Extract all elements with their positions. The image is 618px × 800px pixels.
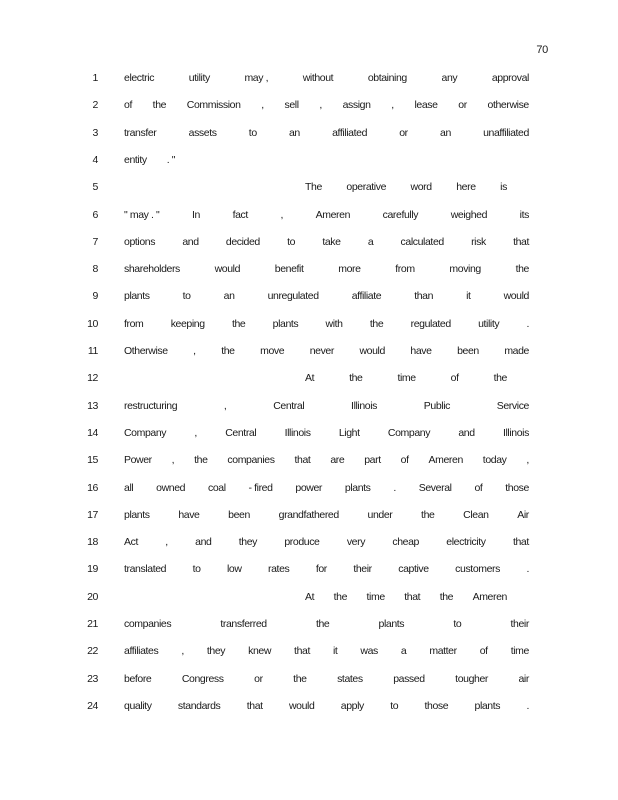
line-text [124,318,529,330]
word: Central [225,426,257,439]
word: all [124,481,134,494]
word: to [453,618,462,630]
word: . [526,317,529,330]
word: been [228,508,250,521]
word: entity [124,153,147,166]
line-number: 3 [92,126,98,139]
line-number: 19 [87,563,98,576]
word: more [338,263,361,276]
word: utility [188,72,210,84]
word: a [400,645,407,658]
word: or [458,99,467,112]
word: restructuring [124,399,178,412]
word: regulated [410,317,451,330]
line-number: 17 [87,508,98,521]
word: power [295,481,323,494]
word: was [360,645,378,658]
word: transfer [124,126,157,139]
transcript-line [0,99,618,115]
word: cheap [392,536,419,549]
line-text [124,209,529,221]
word: lease [414,99,438,112]
line-number: 1 [92,72,98,84]
word: of [400,454,409,467]
word: and [195,536,212,549]
word: Commission [186,99,241,112]
word: they [206,645,226,658]
word: those [505,481,529,494]
word: The [305,181,322,194]
word: Service [496,399,529,412]
word: matter [429,645,457,658]
transcript-line [0,154,618,170]
word: plants [124,290,150,303]
transcript-line [0,318,618,334]
word: the [493,372,507,385]
word: coal [207,481,226,494]
word: , [171,454,175,467]
line-number: 10 [87,317,98,330]
word: transferred [220,618,267,630]
word: Illinois [351,399,378,412]
line-number: 12 [87,372,98,385]
transcript-line [0,127,618,143]
word: part [364,454,381,467]
word: Illinois [284,426,311,439]
word: unregulated [267,290,319,303]
word: assign [342,99,371,112]
line-number: 2 [92,99,98,112]
word: plants [474,699,501,712]
word: , [391,99,394,112]
transcript-line [0,591,618,607]
line-text [124,154,529,166]
transcript-line [0,673,618,689]
word: of [124,99,132,112]
word: calculated [400,235,444,248]
transcript-line [0,509,618,525]
word: with [325,317,343,330]
word: unaffiliated [483,126,529,139]
line-text [124,563,529,575]
word: never [309,345,334,357]
page-number: 70 [536,44,548,56]
word: time [397,372,416,385]
word: Power [124,454,152,467]
word: the [421,508,435,521]
word: Air [517,508,529,521]
transcript-line [0,645,618,661]
word: customers [455,563,500,576]
word: of [479,645,488,658]
line-number: 13 [87,399,98,412]
word: rates [268,563,290,576]
line-text [124,509,529,521]
word: would [359,345,385,357]
word: of [450,372,459,385]
line-number: 6 [92,208,98,221]
word: passed [393,672,425,685]
line-text [124,482,529,494]
line-text [305,591,507,603]
word: the [333,590,348,603]
word: an [288,126,300,139]
word: obtaining [367,72,407,84]
word: before [124,672,152,685]
word: the [221,345,235,357]
word: shareholders [124,263,180,276]
word: its [519,208,529,221]
word: , [261,99,264,112]
word: translated [124,563,167,576]
line-text [305,181,507,193]
word: Company [387,426,431,439]
word: without [302,72,334,84]
word: affiliated [332,126,368,139]
word: approval [491,72,529,84]
line-text [124,99,529,111]
word: their [510,618,529,630]
word: their [353,563,372,576]
word: air [518,672,529,685]
line-text [124,454,529,466]
word: the [515,263,529,276]
line-text [124,645,529,657]
word: very [346,536,366,549]
line-number: 23 [87,672,98,685]
transcript-line [0,72,618,88]
word: plants [272,317,299,330]
word: are [330,454,345,467]
word: plants [378,618,405,630]
word: Company [124,426,167,439]
word: risk [471,235,486,248]
line-text [124,427,529,439]
transcript-line [0,482,618,498]
word: Several [418,481,452,494]
word: captive [398,563,429,576]
word: fact [232,208,248,221]
word: assets [188,126,217,139]
word: At [305,590,315,603]
word: , [194,426,197,439]
word: standards [177,699,221,712]
word: , [223,399,227,412]
transcript-line [0,372,618,388]
word: companies [227,454,275,467]
word: word [410,181,432,194]
word: . [526,699,529,712]
line-text [124,673,529,685]
transcript-line [0,263,618,279]
word: and [182,235,199,248]
word: would [288,699,315,712]
line-number: 5 [92,181,98,194]
word: the [194,454,208,467]
word: quality [124,699,152,712]
word: those [424,699,449,712]
word: Clean [463,508,489,521]
line-text [124,72,529,84]
line-text [124,400,529,412]
word: the [231,317,246,330]
word: the [349,372,363,385]
word: or [399,126,408,139]
word: decided [225,235,260,248]
word: to [287,235,296,248]
word: At [305,372,315,385]
word: they [238,536,258,549]
word: Congress [181,672,224,685]
line-number: 9 [92,290,98,303]
transcript-line [0,618,618,634]
word: plants [124,508,150,521]
line-number: 8 [92,263,98,276]
word: and [458,426,475,439]
word: that [294,454,311,467]
word: affiliate [351,290,382,303]
word: operative [346,181,387,194]
word: of [474,481,483,494]
word: an [223,290,235,303]
word: Ameren [315,208,351,221]
word: affiliates [124,645,159,658]
line-text [124,700,529,712]
word: utility [478,317,500,330]
transcript-line [0,536,618,552]
word: an [440,126,451,139]
word: would [503,290,529,303]
word: otherwise [487,99,529,112]
word: move [260,345,285,357]
line-text [124,290,529,302]
word: from [124,317,144,330]
word: plants [344,481,371,494]
word: owned [156,481,186,494]
line-text [124,236,529,248]
line-text [124,127,529,139]
line-number: 4 [92,153,98,166]
word: that [512,536,529,549]
transcript-line [0,209,618,225]
word: companies [124,618,172,630]
word: grandfathered [278,508,339,521]
line-number: 21 [87,618,98,630]
line-text [124,345,529,357]
word: time [366,590,385,603]
line-number: 20 [87,590,98,603]
word: Light [338,426,360,439]
word: moving [449,263,481,276]
word: electricity [446,536,486,549]
transcript-line [0,700,618,716]
transcript-line [0,290,618,306]
word: that [404,590,421,603]
line-number: 24 [87,699,98,712]
word: apply [340,699,364,712]
transcript-line [0,181,618,197]
transcript-line [0,400,618,416]
line-number: 7 [92,235,98,248]
word: benefit [274,263,304,276]
word: the [152,99,167,112]
word: to [248,126,257,139]
word: electric [124,72,155,84]
line-text [124,536,529,548]
word: the [315,618,330,630]
word: Central [273,399,305,412]
word: knew [248,645,272,658]
word: . " [166,153,176,166]
word: , [181,645,184,658]
word: is [500,181,507,194]
word: for [315,563,327,576]
word: weighed [450,208,488,221]
word: , [193,345,196,357]
word: the [293,672,307,685]
word: would [214,263,241,276]
word: Public [423,399,450,412]
transcript-line [0,454,618,470]
word: have [410,345,432,357]
transcript-line [0,345,618,361]
word: may , [244,72,269,84]
word: the [369,317,384,330]
word: Act [124,536,138,549]
line-text [124,618,529,630]
word: . [526,563,529,576]
word: a [367,235,374,248]
word: Otherwise [124,345,168,357]
word: here [456,181,476,194]
word: it [332,645,338,658]
word: that [246,699,263,712]
word: to [192,563,201,576]
line-number: 18 [87,536,98,549]
transcript-line [0,236,618,252]
word: carefully [382,208,419,221]
word: " may . " [124,208,160,221]
word: have [178,508,200,521]
word: states [337,672,363,685]
word: - fired [248,481,273,494]
word: to [182,290,191,303]
line-text [124,263,529,275]
line-number: 11 [87,345,98,357]
word: sell [284,99,299,112]
word: or [254,672,263,685]
word: that [513,235,529,248]
word: options [124,235,156,248]
word: Ameren [472,590,507,603]
word: take [322,235,341,248]
word: , [165,536,168,549]
word: keeping [170,317,205,330]
word: low [227,563,242,576]
line-number: 22 [87,645,98,658]
word: to [390,699,399,712]
line-number: 14 [87,426,98,439]
word: time [510,645,529,658]
word: the [439,590,454,603]
word: today [482,454,507,467]
word: Ameren [428,454,463,467]
word: any [441,72,458,84]
word: under [367,508,393,521]
word: been [457,345,479,357]
word: made [504,345,529,357]
transcript-line [0,563,618,579]
word: Illinois [502,426,529,439]
line-text [305,372,507,384]
word: that [294,645,310,658]
word: In [191,208,200,221]
word: , [526,454,529,467]
word: it [466,290,471,303]
line-number: 16 [87,481,98,494]
word: , [280,208,284,221]
line-number: 15 [87,454,98,467]
word: . [393,481,396,494]
word: , [319,99,322,112]
transcript-line [0,427,618,443]
word: produce [284,536,320,549]
word: tougher [455,672,488,685]
word: from [395,263,415,276]
word: than [414,290,434,303]
